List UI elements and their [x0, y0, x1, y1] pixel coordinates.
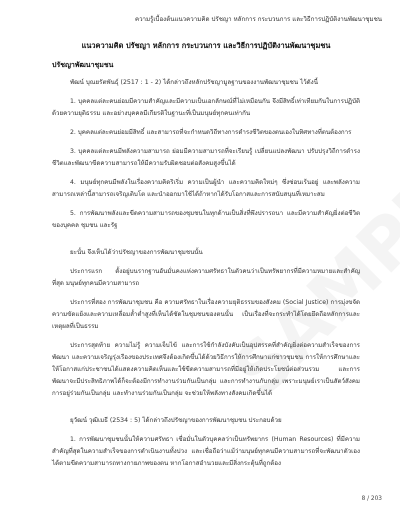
paragraph: 4. มนุษย์ทุกคนมีพลังในเรื่องความคิดริเริ่ม ความเป็นผู้นำ และความคิดใหม่ๆ ซึ่งซ่อนเร้นอยู่ และพลังความสามารถเหล่านี้สามารถเจริญเติบโต และนำออกมาใช้ได้ถ้าหากได้รับโอกาสและการสนับสนุนที่เหมาะสม — [52, 179, 360, 198]
paragraph: 2. บุคคลแต่ละคนย่อมมีสิทธิ์ และสามารถที่จะกำหนดวิถีทางการดำรงชีวิตของตนเองในทิศทางที่ตนต้องการ — [70, 129, 352, 136]
spacer — [52, 407, 360, 415]
paragraph: ยะนั้น จึงเห็นได้ว่าปรัชญาของการพัฒนาชุมชนนั้น — [70, 249, 203, 256]
paragraph: 5. การพัฒนาพลังและขีดความสามารถของชุมชนในทุกด้านเป็นสิ่งที่พึงปรารถนา และมีความสำคัญยิ่งต่อชีวิตของบุคคล ชุมชน และรัฐ — [52, 210, 360, 229]
paragraph: ประการที่สอง การพัฒนาชุมชน คือ ความศรัทธาในเรื่องความยุติธรรมของสังคม (Social Justice) การมุ่งขจัดความขัดแย้งและความเหลื่อมล้ำต่ำสูงที่เห็นได้ชัดในชุมชนของตนนั้น เป็นเรื่องที่จะกระทำได้โดยยึดถือหลักการและเหตุผลที่เป็นธรรม — [52, 299, 360, 330]
paragraph: 3. บุคคลแต่ละคนมีพลังความสามารถ ย่อมมีความสามารถที่จะเรียนรู้ เปลี่ยนแปลงพัฒนา ปรับปรุงวิถีการดำรงชีวิตและพัฒนาขีดความสามารถให้มีความรับผิดชอบต่อสังคมสูงขึ้นได้ — [52, 148, 360, 167]
spacer — [52, 239, 360, 247]
page-title: แนวความคิด ปรัชญา หลักการ กระบวนการ และวิธีการปฏิบัติงานพัฒนาชุมชน — [81, 41, 331, 50]
page-number: 8 / 203 — [361, 496, 382, 502]
paragraph: ประการสุดท้าย ความไม่รู้ ความเจ็บไข้ และการใช้กำลังบังคับเป็นอุปสรรคที่สำคัญยิ่งต่อความสำเร็จของการพัฒนา และความเจริญรุ่งเรืองของประเทศจึงต้องเกิดขึ้นได้ด้วยวิธีการให้การศึกษาแก่ชาวชุมชน การให้การศึกษาและให้โอกาสแก่ประชาชนได้แสดงความคิดเห็นและใช้ขีดความสามารถที่มีอยู่ให้เกิดประโยชน์ต่อส่วนรวม และการพัฒนาจะมีประสิทธิภาพได้ก็จะต้องมีการทำงานร่วมกันเป็นกลุ่ม และการทำงานกับกลุ่ม เพราะมนุษย์เราเป็นสัตว์สังคม การอยู่ร่วมกันเป็นกลุ่ม และทำงานร่วมกันเป็นกลุ่ม จะช่วยให้พลังทางสังคมเกิดขึ้นได้ — [52, 342, 360, 397]
page-content — [52, 40, 360, 477]
paragraph: ยุวัฒน์ วุฒิเมธี (2534 : 5) ได้กล่าวถึงปรัชญาของการพัฒนาชุมชน ประกอบด้วย — [70, 417, 282, 424]
section-heading: ปรัชญาพัฒนาชุมชน — [52, 61, 114, 69]
paragraph: 1. บุคคลแต่ละคนย่อมมีความสำคัญและมีความเป็นเอกลักษณ์ที่ไม่เหมือนกัน จึงมีสิทธิ์เท่าเทียมกันในการปฏิบัติด้วยความยุติธรรม และอย่างบุคคลมีเกียรติในฐานะที่เป็นมนุษย์ทุกคนเท่ากัน — [52, 98, 360, 117]
running-header: ความรู้เบื้องต้นแนวความคิด ปรัชญา หลักการ กระบวนการ และวิธีการปฏิบัติงานพัฒนาชุมชน — [134, 16, 382, 23]
paragraph: พัฒน์ บุณยรัตพันธุ์ (2517 : 1 - 2) ได้กล่าวถึงหลักปรัชญามูลฐานของงานพัฒนาชุมชน ไว้ดังนี้ — [70, 79, 318, 86]
paragraph: 1. การพัฒนาชุมชนนั้นให้ความศรัทธา เชื่อมั่นในตัวบุคคลว่าเป็นทรัพยากร (Human Resources) ที่มีความสำคัญที่สุดในความสำเร็จของการดำเนินงานทั้งปวง และเชื่อถือว่าแม้ว่ามนุษย์ทุกคนมีความสามารถที่จะพัฒนาตัวเองได้ตามขีดความสามารถทางกายภาพของตน หากโอกาสอำนวยและมีสิ่งกระตุ้นที่ถูกต้อง — [52, 436, 360, 467]
paragraph: ประการแรก ตั้งอยู่บนรากฐานอันมั่นคงแห่งความศรัทธาในตัวคนว่าเป็นทรัพยากรที่มีความหมายและสำคัญที่สุด มนุษย์ทุกคนมีความสามารถ — [52, 268, 360, 287]
